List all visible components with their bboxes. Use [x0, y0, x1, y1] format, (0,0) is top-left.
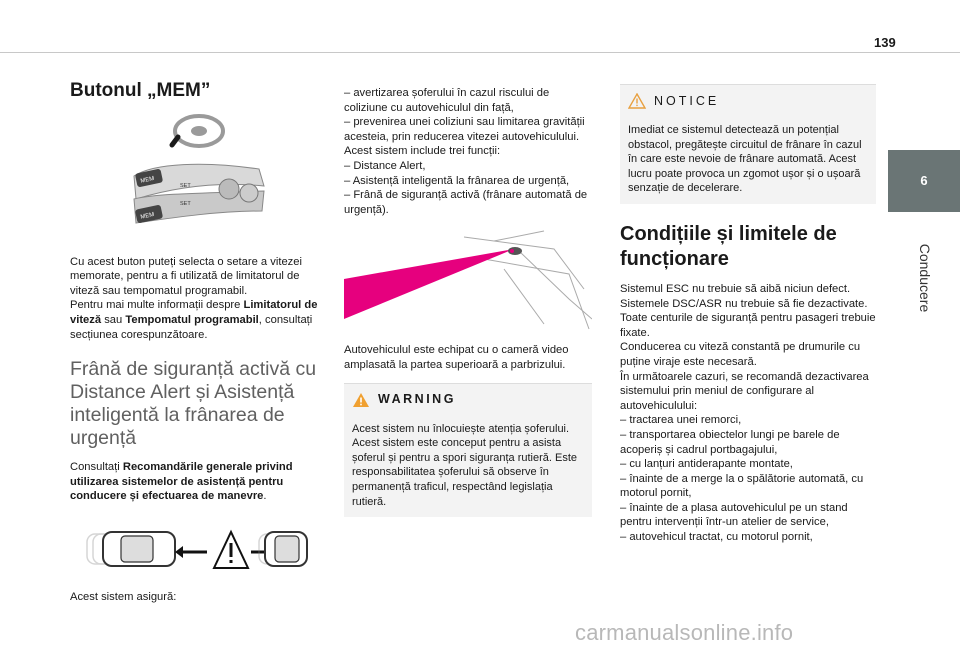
warning-title: WARNING	[378, 392, 456, 407]
chapter-label: Conducere	[917, 243, 933, 313]
mem-button-diagram	[114, 111, 274, 246]
condition-line-9: – înainte de a merge la o spălătorie automată, cu motorul pornit,	[620, 472, 864, 500]
notice-text: Imediat ce sistemul detectează un potențial obstacol, pregătește circuitul de frânare în cazul în care este nevoie de frânare automată. Acest lucru poate provoca un zgomot ușor și o ușoară senzație de decelerare.	[628, 124, 862, 195]
warning-text: Acest sistem nu înlocuiește atenția șoferului. Acest sistem este conceput pentru a asista șoferul și pentru a spori siguranța rutieră. Este responsabilitatea șoferului să observe în permanență traficul, respectând legislația rutieră.	[352, 422, 578, 508]
system-line-4: – Distance Alert,	[344, 159, 426, 172]
conditions-section-title: Condițiile și limitele de funcționare	[620, 222, 837, 270]
system-line-3: Acest sistem include trei funcții:	[344, 145, 501, 158]
windshield-camera-diagram	[344, 229, 592, 333]
notice-header	[628, 93, 868, 109]
car-right-icon	[265, 532, 307, 566]
collision-illustration	[70, 518, 318, 580]
chapter-tab[interactable]: 6	[888, 150, 960, 212]
column-middle	[344, 86, 592, 517]
car-outline	[464, 231, 592, 329]
column-right	[620, 84, 876, 545]
page-number: 139	[874, 35, 896, 50]
system-line-6: – Frână de siguranță activă (frânare automată de urgență).	[344, 189, 588, 216]
camera-illustration	[344, 227, 592, 335]
camera-beam	[344, 249, 514, 319]
camera-icon	[508, 247, 522, 255]
steering-stalk-illustration	[70, 109, 318, 249]
notice-box	[620, 84, 876, 204]
system-line-5: – Asistență inteligentă la frânarea de urgență,	[344, 174, 570, 187]
watermark: carmanualsonline.info	[575, 620, 794, 645]
condition-line-11: – autovehicul tractat, cu motorul pornit,	[620, 531, 813, 544]
steering-wheel-icon	[172, 116, 223, 146]
system-provides: Acest sistem asigură:	[70, 590, 177, 603]
condition-line-8: – cu lanțuri antiderapante montate,	[620, 458, 793, 471]
condition-line-2: Sistemele DSC/ASR nu trebuie să fie dezactivate.	[620, 297, 868, 310]
recommendations-reference: Consultați Recomandările generale privind utilizarea sistemelor de asistență pentru conducere și efectuarea de manevre.	[70, 461, 293, 503]
notice-title: NOTICE	[654, 93, 720, 108]
warning-box	[344, 383, 592, 518]
condition-line-4: Conducerea cu viteză constantă pe drumurile cu puține viraje este necesară.	[620, 341, 861, 368]
safety-brake-section-title: Frână de siguranță activă cu Distance Alert și Asistență inteligentă la frânarea de urgență	[70, 358, 317, 450]
condition-line-7: – transportarea obiectelor lungi pe barele de acoperiș și cadrul portbagajului,	[620, 428, 840, 456]
mem-more-info: Pentru mai multe informații despre Limitatorul de viteză sau Tempomatul programabil, consultați secțiunea corespunzătoare.	[70, 299, 318, 341]
system-line-2: – prevenirea unei coliziuni sau limitarea gravității acesteia, prin reducerea vitezei autovehiculului.	[344, 116, 585, 143]
condition-line-10: – înainte de a plasa autovehiculul pe un stand pentru intervenții într-un atelier de service,	[620, 501, 848, 529]
car-left-icon	[103, 532, 175, 566]
set-minus-label: SET	[180, 201, 191, 208]
camera-description: Autovehiculul este echipat cu o cameră video amplasată la partea superioară a parbrizului.	[344, 344, 569, 371]
set-plus-label: SET	[180, 183, 191, 190]
condition-line-1: Sistemul ESC nu trebuie să aibă niciun defect.	[620, 282, 851, 295]
top-divider	[0, 52, 960, 53]
cars-warning-diagram	[79, 524, 309, 574]
mem-description: Cu acest buton puteți selecta o setare a vitezei memorate, pentru a fi utilizată de limitatorul de viteză sau tempomatul programabil.	[70, 255, 302, 297]
notice-triangle-icon	[628, 93, 646, 109]
condition-line-5: În următoarele cazuri, se recomandă dezactivarea sistemului prin meniul de configurare al autovehiculului:	[620, 370, 869, 412]
condition-line-6: – tractarea unei remorci,	[620, 414, 742, 427]
system-line-1: – avertizarea șoferului în cazul riscului de coliziune cu autovehiculul din față,	[344, 87, 550, 114]
condition-line-3: Toate centurile de siguranță pentru pasageri trebuie fixate.	[620, 312, 876, 339]
mem-label-lower: MEM	[139, 212, 155, 221]
mem-title: Butonul „MEM”	[70, 80, 211, 101]
column-left	[70, 78, 318, 605]
mem-label: MEM	[139, 176, 155, 185]
warning-icon	[352, 392, 370, 408]
warning-triangle-icon	[214, 532, 248, 568]
warning-header	[352, 392, 584, 408]
